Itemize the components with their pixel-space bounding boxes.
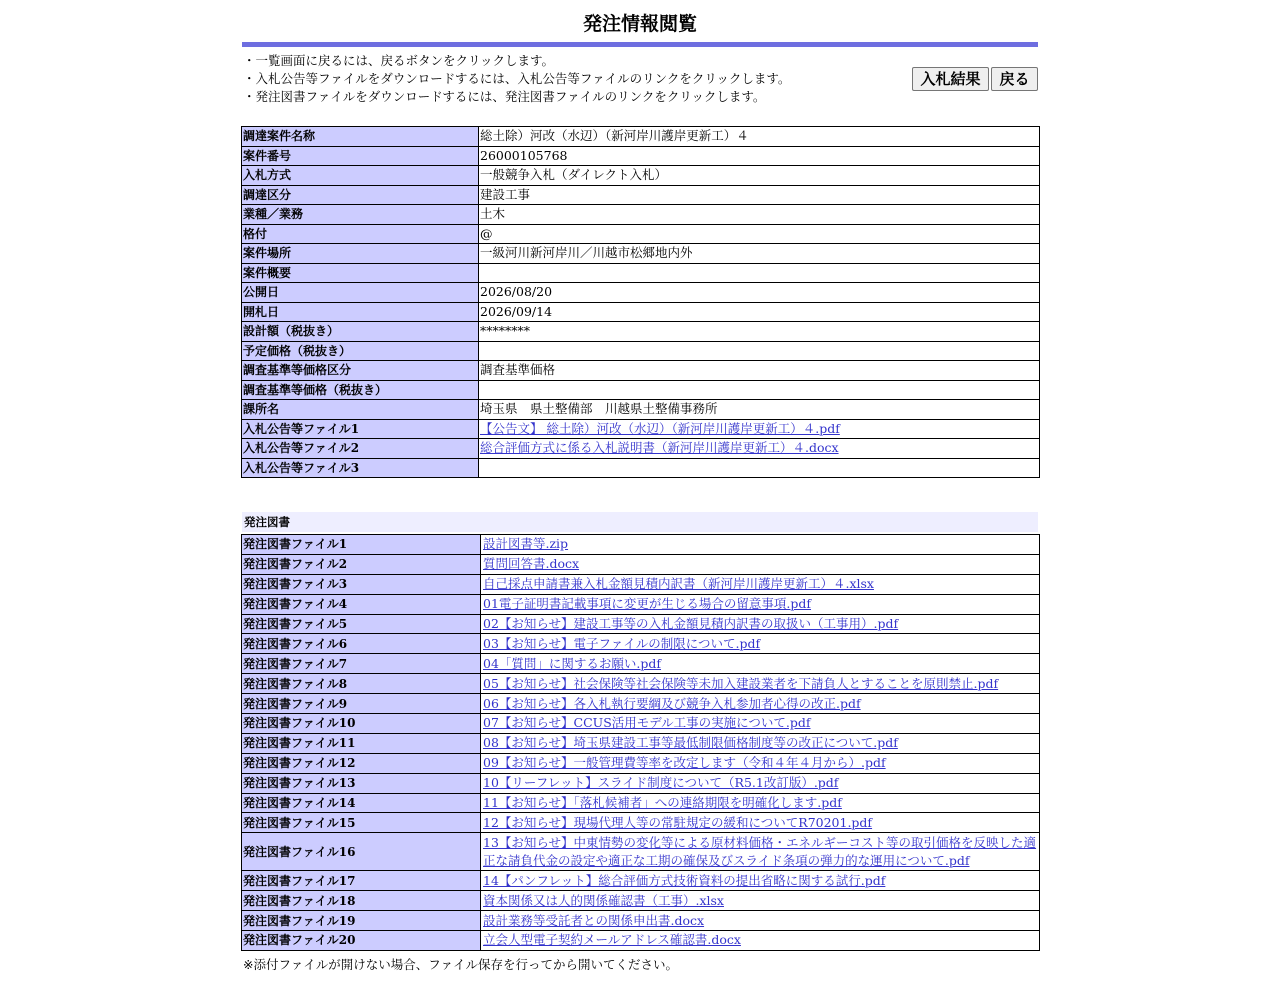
- field-label: 発注図書ファイル18: [242, 891, 481, 911]
- info-row: [242, 419, 1040, 439]
- file-link[interactable]: 11【お知らせ】「落札候補者」への連絡期限を明確化します.pdf: [483, 795, 842, 811]
- field-value: 2026/09/14: [479, 302, 1040, 322]
- document-file-row: [242, 753, 1040, 773]
- document-file-row: [242, 733, 1040, 753]
- file-link[interactable]: 13【お知らせ】中東情勢の変化等による原材料価格・エネルギーコスト等の取引価格を反映した適正な請負代金の設定や適正な工期の確保及びスライド条項の弾力的な運用について.pdf: [483, 834, 1037, 868]
- title-underline: [242, 42, 1038, 47]
- document-file-row: [242, 674, 1040, 694]
- field-label: 調達区分: [242, 185, 479, 205]
- field-value-cell: [481, 654, 1040, 674]
- field-value: ********: [479, 322, 1040, 342]
- file-link[interactable]: 04「質問」に関するお願い.pdf: [483, 655, 662, 671]
- document-file-row: [242, 535, 1040, 555]
- footer-note: ※添付ファイルが開けない場合、ファイル保存を行ってから開いてください。: [243, 957, 678, 972]
- field-label: 発注図書ファイル9: [242, 694, 481, 714]
- field-label: 発注図書ファイル16: [242, 833, 481, 871]
- field-value-cell: [481, 773, 1040, 793]
- field-value: 26000105768: [479, 146, 1040, 166]
- field-value-cell: [481, 594, 1040, 614]
- field-label: 調査基準等価格（税抜き）: [242, 380, 479, 400]
- file-link[interactable]: 総合評価方式に係る入札説明書（新河岸川護岸更新工）４.docx: [480, 440, 839, 456]
- document-file-row: [242, 911, 1040, 931]
- field-value: 土木: [479, 205, 1040, 225]
- field-label: 発注図書ファイル13: [242, 773, 481, 793]
- field-label: 案件概要: [242, 263, 479, 283]
- field-value: 総土除）河改（水辺）（新河岸川護岸更新工）４: [479, 127, 1040, 147]
- field-label: 発注図書ファイル1: [242, 535, 481, 555]
- field-value-cell: [481, 733, 1040, 753]
- field-value-cell: [479, 419, 1040, 439]
- field-value-cell: [481, 833, 1040, 871]
- field-label: 発注図書ファイル19: [242, 911, 481, 931]
- back-button[interactable]: 戻る: [991, 67, 1038, 91]
- field-label: 調査基準等価格区分: [242, 361, 479, 381]
- field-label: 発注図書ファイル20: [242, 931, 481, 951]
- file-link[interactable]: 設計図書等.zip: [483, 536, 569, 552]
- info-row: [242, 341, 1040, 361]
- file-link[interactable]: 05【お知らせ】社会保険等社会保険等未加入建設業者を下請負人とすることを原則禁止.pdf: [483, 675, 999, 691]
- field-value: 建設工事: [479, 185, 1040, 205]
- page-title: 発注情報閲覧: [582, 13, 697, 35]
- field-label: 課所名: [242, 400, 479, 420]
- field-label: 公開日: [242, 283, 479, 303]
- file-link[interactable]: 03【お知らせ】電子ファイルの制限について.pdf: [483, 635, 761, 651]
- document-file-row: [242, 594, 1040, 614]
- field-value: [479, 458, 1040, 478]
- field-value-cell: [481, 891, 1040, 911]
- field-label: 案件番号: [242, 146, 479, 166]
- order-documents-table: [241, 534, 1040, 951]
- field-label: 案件場所: [242, 244, 479, 264]
- instruction-line: ・入札公告等ファイルをダウンロードするには、入札公告等ファイルのリンクをクリックします。: [243, 71, 791, 86]
- file-link[interactable]: 質問回答書.docx: [483, 556, 580, 572]
- section-title-order-documents: 発注図書: [242, 512, 1038, 532]
- info-row: [242, 146, 1040, 166]
- field-label: 予定価格（税抜き）: [242, 341, 479, 361]
- document-file-row: [242, 813, 1040, 833]
- field-label: 発注図書ファイル10: [242, 714, 481, 734]
- info-row: [242, 127, 1040, 147]
- field-value-cell: [481, 694, 1040, 714]
- field-label: 発注図書ファイル6: [242, 634, 481, 654]
- document-file-row: [242, 891, 1040, 911]
- info-row: [242, 205, 1040, 225]
- field-value-cell: [481, 574, 1040, 594]
- field-value: 2026/08/20: [479, 283, 1040, 303]
- field-value-cell: [481, 871, 1040, 891]
- field-label: 発注図書ファイル8: [242, 674, 481, 694]
- file-link[interactable]: 01電子証明書記載事項に変更が生じる場合の留意事項.pdf: [483, 596, 812, 612]
- info-row: [242, 185, 1040, 205]
- field-label: 発注図書ファイル5: [242, 614, 481, 634]
- instruction-line: ・発注図書ファイルをダウンロードするには、発注図書ファイルのリンクをクリックします。: [243, 89, 766, 104]
- field-label: 格付: [242, 224, 479, 244]
- field-label: 入札公告等ファイル2: [242, 439, 479, 459]
- info-row: [242, 166, 1040, 186]
- info-row: [242, 244, 1040, 264]
- document-file-row: [242, 694, 1040, 714]
- file-link[interactable]: 設計業務等受託者との関係申出書.docx: [483, 912, 705, 928]
- info-row: [242, 302, 1040, 322]
- info-row: [242, 361, 1040, 381]
- field-label: 入札公告等ファイル1: [242, 419, 479, 439]
- info-row: [242, 439, 1040, 459]
- field-label: 業種／業務: [242, 205, 479, 225]
- field-value: @: [479, 224, 1040, 244]
- field-value-cell: [481, 714, 1040, 734]
- info-row: [242, 283, 1040, 303]
- document-file-row: [242, 871, 1040, 891]
- field-value: 一級河川新河岸川／川越市松郷地内外: [479, 244, 1040, 264]
- document-file-row: [242, 654, 1040, 674]
- field-label: 発注図書ファイル3: [242, 574, 481, 594]
- field-label: 発注図書ファイル4: [242, 594, 481, 614]
- field-label: 発注図書ファイル11: [242, 733, 481, 753]
- document-file-row: [242, 634, 1040, 654]
- document-file-row: [242, 554, 1040, 574]
- file-link[interactable]: 08【お知らせ】埼玉県建設工事等最低制限価格制度等の改正について.pdf: [483, 735, 898, 751]
- field-label: 調達案件名称: [242, 127, 479, 147]
- info-row: [242, 322, 1040, 342]
- document-file-row: [242, 574, 1040, 594]
- document-file-row: [242, 614, 1040, 634]
- field-value: 一般競争入札（ダイレクト入札）: [479, 166, 1040, 186]
- document-file-row: [242, 833, 1040, 871]
- field-value-cell: [481, 634, 1040, 654]
- field-value-cell: [481, 614, 1040, 634]
- field-value-cell: [481, 793, 1040, 813]
- file-link[interactable]: 09【お知らせ】一般管理費等率を改定します（令和４年４月から）.pdf: [483, 755, 886, 771]
- info-row: [242, 458, 1040, 478]
- file-link[interactable]: 12【お知らせ】現場代理人等の常駐規定の緩和についてR70201.pdf: [483, 814, 873, 830]
- info-row: [242, 400, 1040, 420]
- info-row: [242, 380, 1040, 400]
- case-info-table: [241, 126, 1040, 478]
- instructions: [243, 52, 903, 106]
- field-label: 発注図書ファイル12: [242, 753, 481, 773]
- field-label: 設計額（税抜き）: [242, 322, 479, 342]
- field-value: [479, 380, 1040, 400]
- field-value: 調査基準価格: [479, 361, 1040, 381]
- document-file-row: [242, 931, 1040, 951]
- document-file-row: [242, 773, 1040, 793]
- field-value-cell: [481, 535, 1040, 555]
- field-value: [479, 341, 1040, 361]
- file-link[interactable]: 02【お知らせ】建設工事等の入札金額見積内訳書の取扱い（工事用）.pdf: [483, 616, 899, 631]
- field-label: 入札公告等ファイル3: [242, 458, 479, 478]
- field-value-cell: [481, 813, 1040, 833]
- field-value-cell: [481, 753, 1040, 773]
- field-label: 発注図書ファイル2: [242, 554, 481, 574]
- field-value-cell: [481, 931, 1040, 951]
- field-value: [479, 263, 1040, 283]
- field-value-cell: [481, 911, 1040, 931]
- file-link[interactable]: 自己採点申請書兼入札金額見積内訳書（新河岸川護岸更新工）４.xlsx: [483, 576, 874, 592]
- field-label: 発注図書ファイル17: [242, 871, 481, 891]
- field-label: 発注図書ファイル7: [242, 654, 481, 674]
- file-link[interactable]: 14【パンフレット】総合評価方式技術資料の提出省略に関する試行.pdf: [483, 872, 886, 888]
- file-link[interactable]: 06【お知らせ】各入札執行要綱及び競争入札参加者心得の改正.pdf: [483, 695, 861, 711]
- field-label: 開札日: [242, 302, 479, 322]
- field-value-cell: [479, 439, 1040, 459]
- file-link[interactable]: 07【お知らせ】CCUS活用モデル工事の実施について.pdf: [483, 715, 811, 731]
- file-link[interactable]: 10【リーフレット】スライド制度について（R5.1改訂版）.pdf: [483, 775, 839, 791]
- instruction-line: ・一覧画面に戻るには、戻るボタンをクリックします。: [243, 53, 555, 68]
- field-value-cell: [481, 554, 1040, 574]
- file-link[interactable]: 資本関係又は人的関係確認書（工事）.xlsx: [483, 892, 724, 908]
- document-file-row: [242, 793, 1040, 813]
- field-label: 発注図書ファイル15: [242, 813, 481, 833]
- field-label: 入札方式: [242, 166, 479, 186]
- bid-results-button[interactable]: 入札結果: [912, 67, 989, 91]
- file-link[interactable]: 【公告文】 総土除）河改（水辺）（新河岸川護岸更新工）４.pdf: [480, 420, 840, 436]
- file-link[interactable]: 立会人型電子契約メールアドレス確認書.docx: [483, 932, 741, 948]
- field-label: 発注図書ファイル14: [242, 793, 481, 813]
- info-row: [242, 224, 1040, 244]
- info-row: [242, 263, 1040, 283]
- field-value: 埼玉県 県土整備部 川越県土整備事務所: [479, 400, 1040, 420]
- document-file-row: [242, 714, 1040, 734]
- field-value-cell: [481, 674, 1040, 694]
